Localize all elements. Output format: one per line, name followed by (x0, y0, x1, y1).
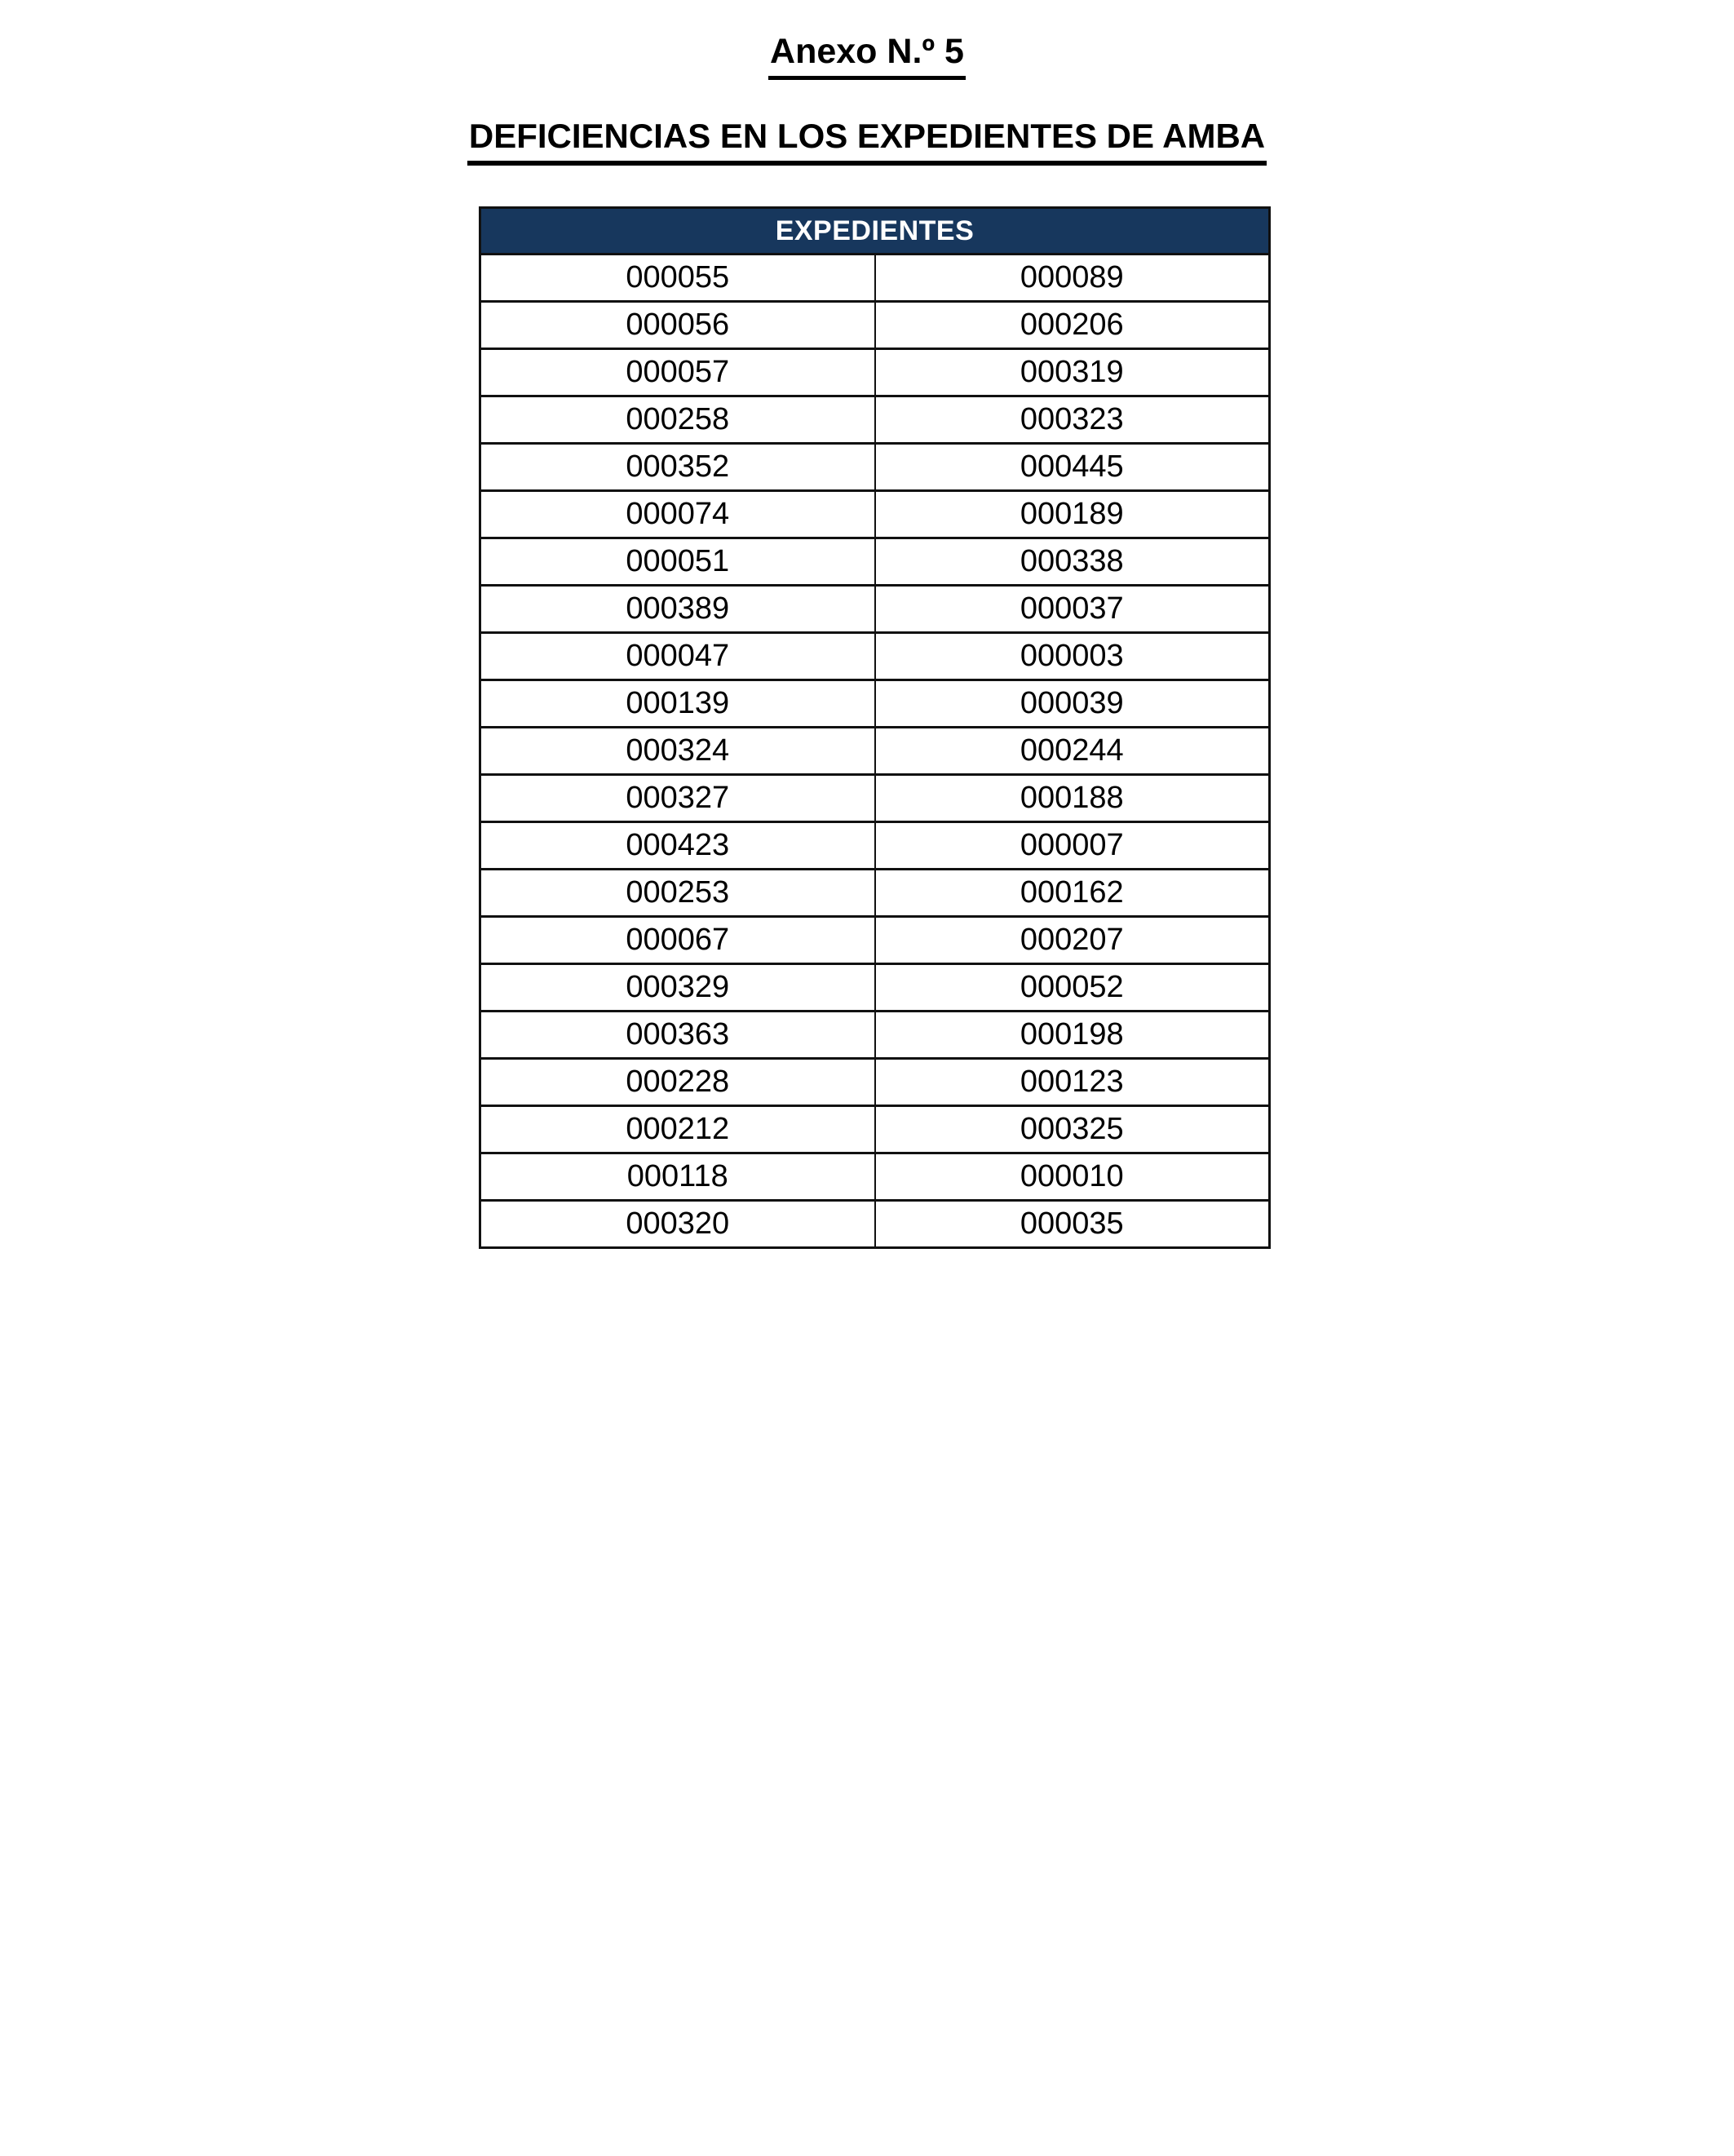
table-row (480, 396, 1270, 444)
expediente-cell: 000003 (875, 633, 1270, 680)
expediente-cell: 000123 (875, 1059, 1270, 1106)
expediente-cell: 000352 (480, 444, 875, 491)
table-row (480, 1153, 1270, 1201)
page-subtitle (0, 117, 1734, 166)
expediente-cell: 000363 (480, 1012, 875, 1059)
table-row (480, 822, 1270, 870)
page-title (0, 33, 1734, 80)
page-subtitle-text: DEFICIENCIAS EN LOS EXPEDIENTES DE AMBA (467, 117, 1267, 166)
expedientes-table-body (480, 255, 1270, 1248)
expediente-cell: 000188 (875, 775, 1270, 822)
expedientes-table-head (480, 208, 1270, 255)
expediente-cell: 000198 (875, 1012, 1270, 1059)
expediente-cell: 000319 (875, 349, 1270, 396)
expediente-cell: 000389 (480, 586, 875, 633)
expediente-cell: 000139 (480, 680, 875, 728)
expediente-cell: 000067 (480, 917, 875, 964)
expediente-cell: 000074 (480, 491, 875, 538)
expediente-cell: 000244 (875, 728, 1270, 775)
expediente-cell: 000212 (480, 1106, 875, 1153)
table-row (480, 633, 1270, 680)
expediente-cell: 000162 (875, 870, 1270, 917)
table-row (480, 255, 1270, 302)
expediente-cell: 000089 (875, 255, 1270, 302)
expediente-cell: 000007 (875, 822, 1270, 870)
expedientes-table (479, 206, 1271, 1249)
table-row (480, 491, 1270, 538)
expediente-cell: 000056 (480, 302, 875, 349)
expediente-cell: 000189 (875, 491, 1270, 538)
expediente-cell: 000052 (875, 964, 1270, 1012)
expediente-cell: 000057 (480, 349, 875, 396)
header-row (480, 208, 1270, 255)
expedientes-header: EXPEDIENTES (480, 208, 1270, 255)
expediente-cell: 000423 (480, 822, 875, 870)
expediente-cell: 000047 (480, 633, 875, 680)
table-row (480, 775, 1270, 822)
expediente-cell: 000258 (480, 396, 875, 444)
expediente-cell: 000037 (875, 586, 1270, 633)
expediente-cell: 000228 (480, 1059, 875, 1106)
table-row (480, 917, 1270, 964)
table-row (480, 728, 1270, 775)
expediente-cell: 000010 (875, 1153, 1270, 1201)
table-row (480, 302, 1270, 349)
table-row (480, 538, 1270, 586)
expediente-cell: 000320 (480, 1201, 875, 1248)
table-row (480, 444, 1270, 491)
expediente-cell: 000253 (480, 870, 875, 917)
expediente-cell: 000329 (480, 964, 875, 1012)
expediente-cell: 000206 (875, 302, 1270, 349)
expediente-cell: 000035 (875, 1201, 1270, 1248)
expediente-cell: 000327 (480, 775, 875, 822)
table-row (480, 870, 1270, 917)
table-row (480, 1106, 1270, 1153)
expediente-cell: 000324 (480, 728, 875, 775)
table-row (480, 1201, 1270, 1248)
expediente-cell: 000323 (875, 396, 1270, 444)
expediente-cell: 000118 (480, 1153, 875, 1201)
expediente-cell: 000039 (875, 680, 1270, 728)
table-row (480, 349, 1270, 396)
table-row (480, 1012, 1270, 1059)
table-row (480, 680, 1270, 728)
expediente-cell: 000445 (875, 444, 1270, 491)
table-row (480, 964, 1270, 1012)
table-row (480, 586, 1270, 633)
expediente-cell: 000325 (875, 1106, 1270, 1153)
expediente-cell: 000207 (875, 917, 1270, 964)
table-row (480, 1059, 1270, 1106)
expediente-cell: 000051 (480, 538, 875, 586)
expediente-cell: 000055 (480, 255, 875, 302)
page-title-text: Anexo N.º 5 (768, 33, 966, 80)
expediente-cell: 000338 (875, 538, 1270, 586)
